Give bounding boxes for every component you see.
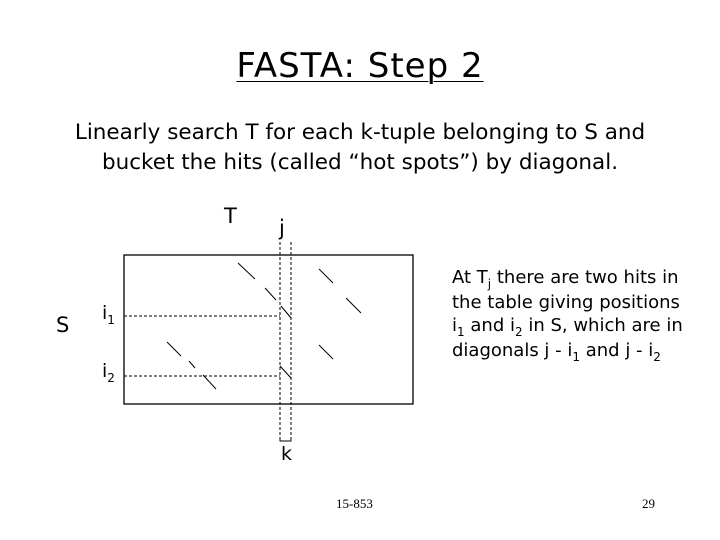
note-sub: 1: [572, 350, 581, 364]
diagonal-segment: [238, 263, 255, 279]
diagonal-segment: [319, 269, 333, 283]
footer-course: 15-853: [336, 496, 373, 511]
explanation-note: [452, 266, 692, 364]
diagonal-segment: [346, 298, 361, 313]
note-part: and j - i: [580, 340, 654, 361]
note-part: and i: [464, 315, 515, 336]
note-part: in S, which are in diagonals j - i: [452, 315, 683, 361]
diagonal-segment: [281, 306, 291, 318]
label-t: T: [224, 204, 237, 228]
footer-page-number: 29: [642, 496, 655, 511]
label-i2: [102, 360, 115, 385]
label-i1-sub: 1: [107, 313, 115, 327]
label-s: S: [56, 313, 70, 337]
diagonal-segment: [280, 366, 291, 378]
diagonal-segment: [319, 345, 333, 359]
note-part: there are two hits in the table giving positions i: [452, 267, 680, 336]
diagonal-segment: [203, 375, 216, 389]
slide-title: FASTA: Step 2: [236, 46, 484, 86]
body-line-1: Linearly search T for each k-tuple belonging to S and: [74, 120, 646, 145]
note-sub: 2: [514, 325, 523, 339]
diagonal-segment: [265, 288, 276, 300]
body-line-2: bucket the hits (called “hot spots”) by diagonal.: [101, 150, 619, 175]
label-k: k: [281, 443, 293, 465]
table-rectangle: [124, 255, 413, 404]
diagonal-segment: [189, 361, 195, 368]
diagonal-segment: [167, 342, 181, 356]
label-i1-text: i: [102, 302, 108, 324]
note-sub: 2: [653, 350, 661, 364]
label-i2-sub: 2: [107, 371, 115, 385]
label-i1: [102, 302, 115, 327]
note-sub: j: [487, 277, 492, 291]
note-part: At T: [452, 267, 488, 288]
label-j: j: [279, 216, 285, 240]
k-bracket: [280, 437, 291, 441]
label-i2-text: i: [102, 360, 108, 382]
note-sub: 1: [457, 325, 465, 339]
